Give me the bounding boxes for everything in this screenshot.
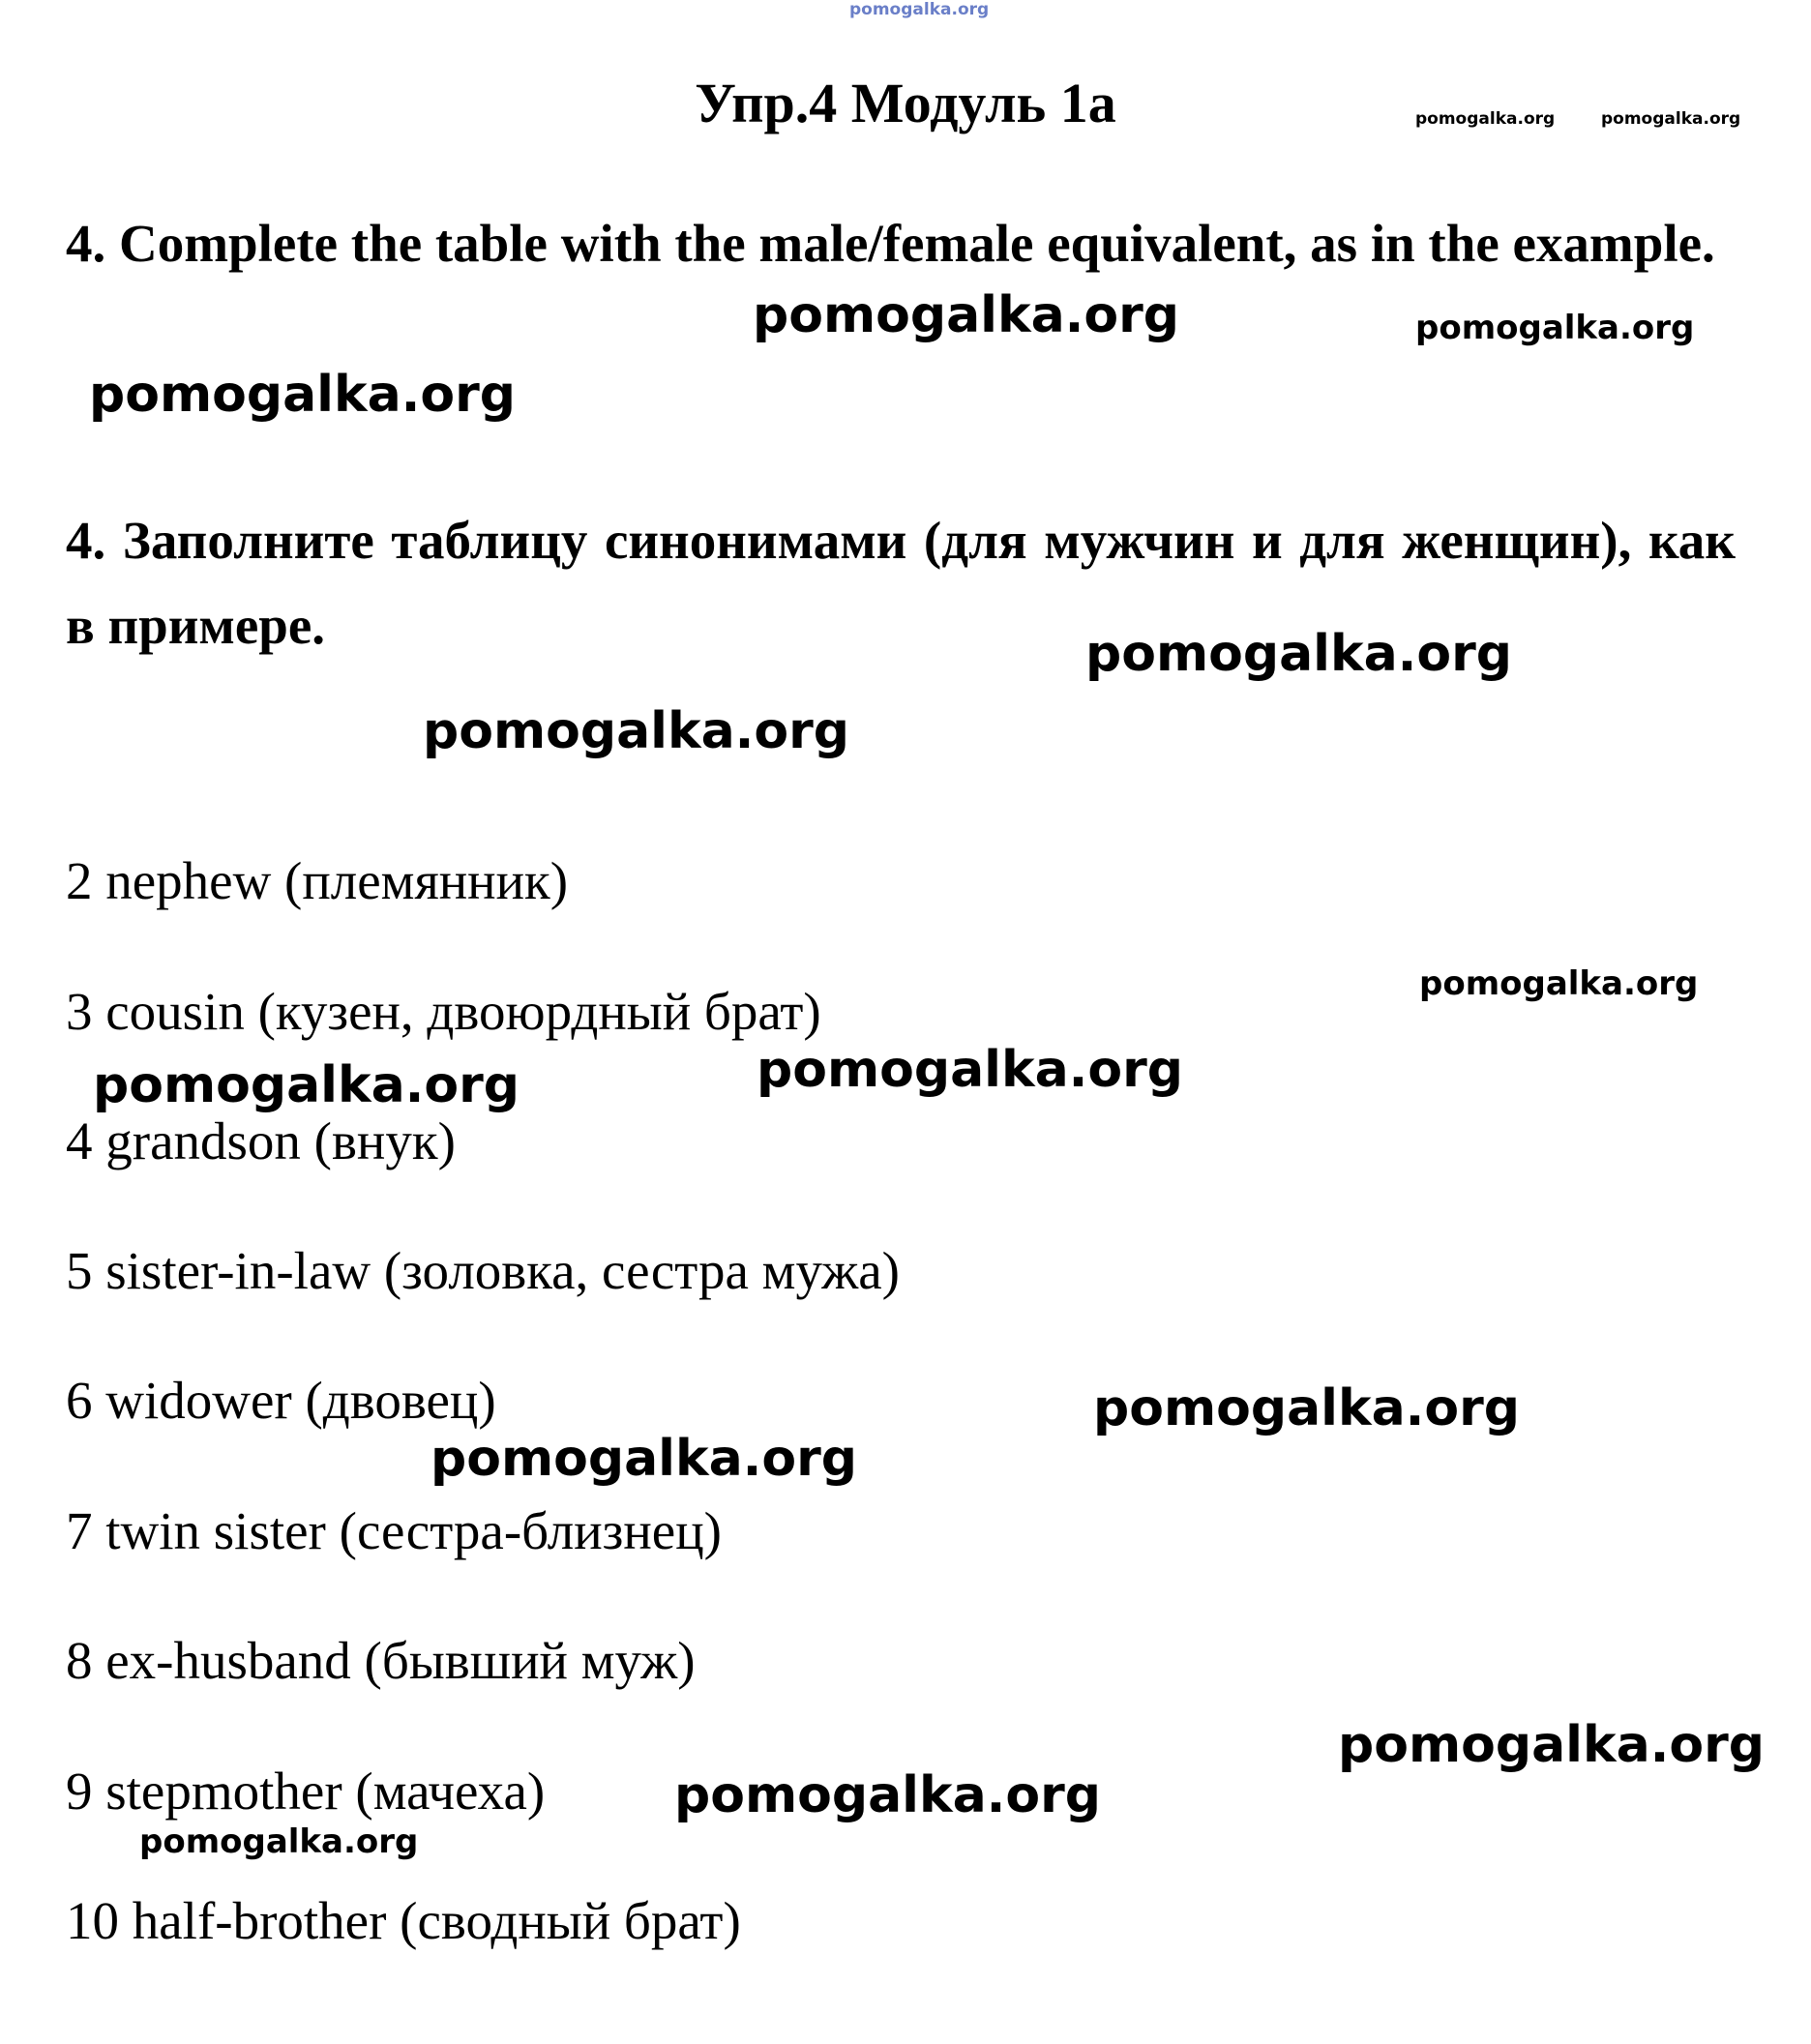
page-title: Упр.4 Модуль 1a bbox=[695, 72, 1116, 134]
watermark: pomogalka.org bbox=[1085, 625, 1513, 683]
watermark: pomogalka.org bbox=[849, 0, 990, 19]
answer-item: 8 ex-husband (бывший муж) bbox=[66, 1631, 696, 1690]
answer-item: 5 sister-in-law (золовка, сестра мужа) bbox=[66, 1241, 900, 1300]
watermark: pomogalka.org bbox=[757, 1041, 1184, 1099]
answer-item: 7 twin sister (сестра-близнец) bbox=[66, 1501, 722, 1560]
watermark: pomogalka.org bbox=[1415, 109, 1556, 129]
watermark: pomogalka.org bbox=[1601, 109, 1741, 129]
answer-item: 9 stepmother (мачеха) bbox=[66, 1762, 546, 1821]
watermark: pomogalka.org bbox=[1415, 309, 1695, 347]
watermark: pomogalka.org bbox=[423, 702, 850, 760]
instruction-russian: 4. Заполните таблицу синонимами (для мужчин и для женщин), как в примере. bbox=[66, 511, 1736, 655]
watermark: pomogalka.org bbox=[753, 286, 1180, 344]
answer-item: 3 cousin (кузен, двоюрдный брат) bbox=[66, 982, 821, 1041]
watermark: pomogalka.org bbox=[1093, 1379, 1521, 1437]
watermark: pomogalka.org bbox=[674, 1766, 1102, 1824]
watermark: pomogalka.org bbox=[430, 1430, 858, 1488]
watermark: pomogalka.org bbox=[93, 1056, 520, 1114]
answer-item: 10 half-brother (сводный брат) bbox=[66, 1891, 741, 1950]
watermark: pomogalka.org bbox=[1338, 1716, 1766, 1774]
watermark: pomogalka.org bbox=[139, 1822, 419, 1861]
instruction-english: 4. Complete the table with the male/female equivalent, as in the example. bbox=[66, 214, 1715, 273]
answer-item: 4 grandson (внук) bbox=[66, 1111, 456, 1170]
watermark: pomogalka.org bbox=[1419, 964, 1699, 1003]
answer-item: 2 nephew (племянник) bbox=[66, 851, 569, 910]
answer-item: 6 widower (двовец) bbox=[66, 1371, 496, 1430]
watermark: pomogalka.org bbox=[89, 366, 517, 424]
